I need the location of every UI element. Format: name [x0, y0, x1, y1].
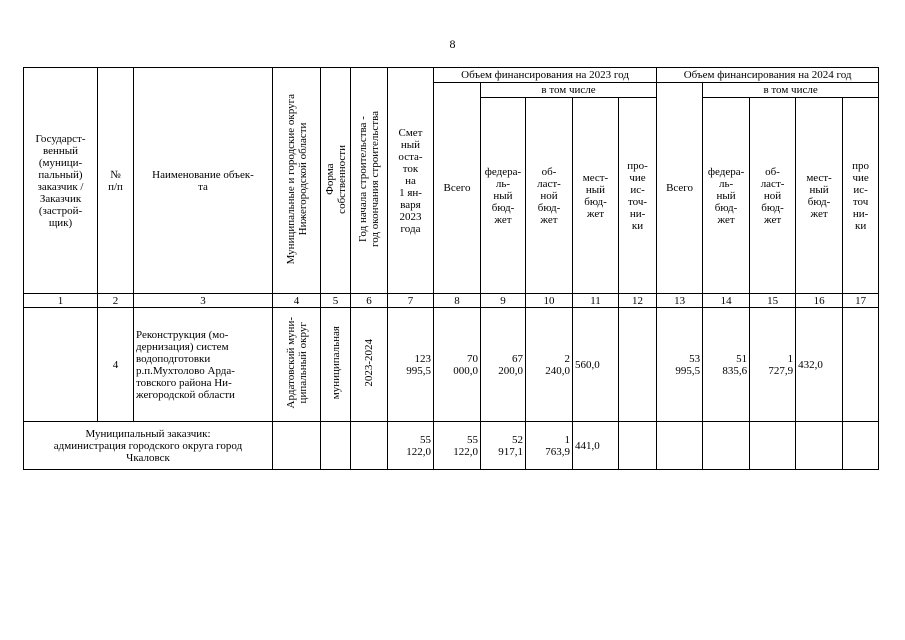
cell-federal-2023: 67 200,0	[481, 308, 526, 422]
header-fin-2024: Объем финансирования на 2024 год	[657, 68, 879, 83]
header-regional-2023: об- ласт- ной бюд- жет	[526, 98, 573, 294]
cell-total-2024: 53 995,5	[657, 308, 703, 422]
column-number: 2	[98, 294, 134, 308]
column-number: 1	[24, 294, 98, 308]
summary-empty	[750, 422, 796, 470]
header-municipality: Муниципальные и городские округа Нижегородской области	[273, 68, 321, 294]
column-number: 13	[657, 294, 703, 308]
header-regional-2024: об- ласт- ной бюд- жет	[750, 98, 796, 294]
summary-empty	[321, 422, 351, 470]
header-years: Год начала строительства - год окончания строительства	[351, 68, 388, 294]
header-total-2023: Всего	[434, 83, 481, 294]
header-other-2024: про чие ис- точ ни- ки	[843, 98, 879, 294]
cell-federal-2024: 51 835,6	[703, 308, 750, 422]
column-number-row	[24, 294, 879, 308]
cell-other-2023	[619, 308, 657, 422]
header-ownership: Форма собственности	[321, 68, 351, 294]
cell-regional-2024: 1 727,9	[750, 308, 796, 422]
column-number: 6	[351, 294, 388, 308]
column-number: 10	[526, 294, 573, 308]
header-incl-2023: в том числе	[481, 83, 657, 98]
summary-empty	[703, 422, 750, 470]
summary-federal-2023: 52 917,1	[481, 422, 526, 470]
header-federal-2023: федера- ль- ный бюд- жет	[481, 98, 526, 294]
column-number: 12	[619, 294, 657, 308]
cell-estimate: 123 995,5	[388, 308, 434, 422]
header-incl-2024: в том числе	[703, 83, 879, 98]
column-number: 16	[796, 294, 843, 308]
page-number: 8	[449, 37, 456, 51]
column-number: 9	[481, 294, 526, 308]
column-number: 7	[388, 294, 434, 308]
header-local-2023: мест- ный бюд- жет	[573, 98, 619, 294]
cell-other-2024	[843, 308, 879, 422]
cell-years: 2023-2024	[351, 308, 388, 422]
cell-local-2024: 432,0	[796, 308, 843, 422]
cell-object-name: Реконструкция (мо- дернизация) систем водоподготовки р.п.Мухтолово Арда- товского района Ни- жегородской области	[134, 308, 273, 422]
header-total-2024: Всего	[657, 83, 703, 294]
header-other-2023: про- чие ис- точ- ни- ки	[619, 98, 657, 294]
cell-municipality: Ардатовский муни- ципальный округ	[273, 308, 321, 422]
summary-empty	[273, 422, 321, 470]
cell-customer	[24, 308, 98, 422]
financing-table	[23, 67, 879, 470]
header-object-name: Наименование объек- та	[134, 68, 273, 294]
header-fin-2023: Объем финансирования на 2023 год	[434, 68, 657, 83]
summary-label: Муниципальный заказчик: администрация городского округа город Чкаловск	[24, 422, 273, 470]
summary-empty	[657, 422, 703, 470]
cell-num: 4	[98, 308, 134, 422]
summary-empty	[351, 422, 388, 470]
column-number: 11	[573, 294, 619, 308]
column-number: 3	[134, 294, 273, 308]
header-local-2024: мест- ный бюд- жет	[796, 98, 843, 294]
summary-empty	[843, 422, 879, 470]
column-number: 5	[321, 294, 351, 308]
header-customer: Государст- венный (муници- пальный) заказчик / Заказчик (застрой- щик)	[24, 68, 98, 294]
summary-empty	[796, 422, 843, 470]
cell-local-2023: 560,0	[573, 308, 619, 422]
column-number: 4	[273, 294, 321, 308]
column-number: 17	[843, 294, 879, 308]
cell-total-2023: 70 000,0	[434, 308, 481, 422]
header-federal-2024: федера- ль- ный бюд- жет	[703, 98, 750, 294]
table-row	[24, 308, 879, 422]
column-number: 8	[434, 294, 481, 308]
summary-row	[24, 422, 879, 470]
summary-total-2023: 55 122,0	[434, 422, 481, 470]
header-estimate: Смет ный оста- ток на 1 ян- варя 2023 года	[388, 68, 434, 294]
column-number: 14	[703, 294, 750, 308]
summary-regional-2023: 1 763,9	[526, 422, 573, 470]
column-number: 15	[750, 294, 796, 308]
cell-ownership: муниципальная	[321, 308, 351, 422]
header-num: № п/п	[98, 68, 134, 294]
summary-local-2023: 441,0	[573, 422, 619, 470]
summary-estimate: 55 122,0	[388, 422, 434, 470]
cell-regional-2023: 2 240,0	[526, 308, 573, 422]
summary-empty	[619, 422, 657, 470]
